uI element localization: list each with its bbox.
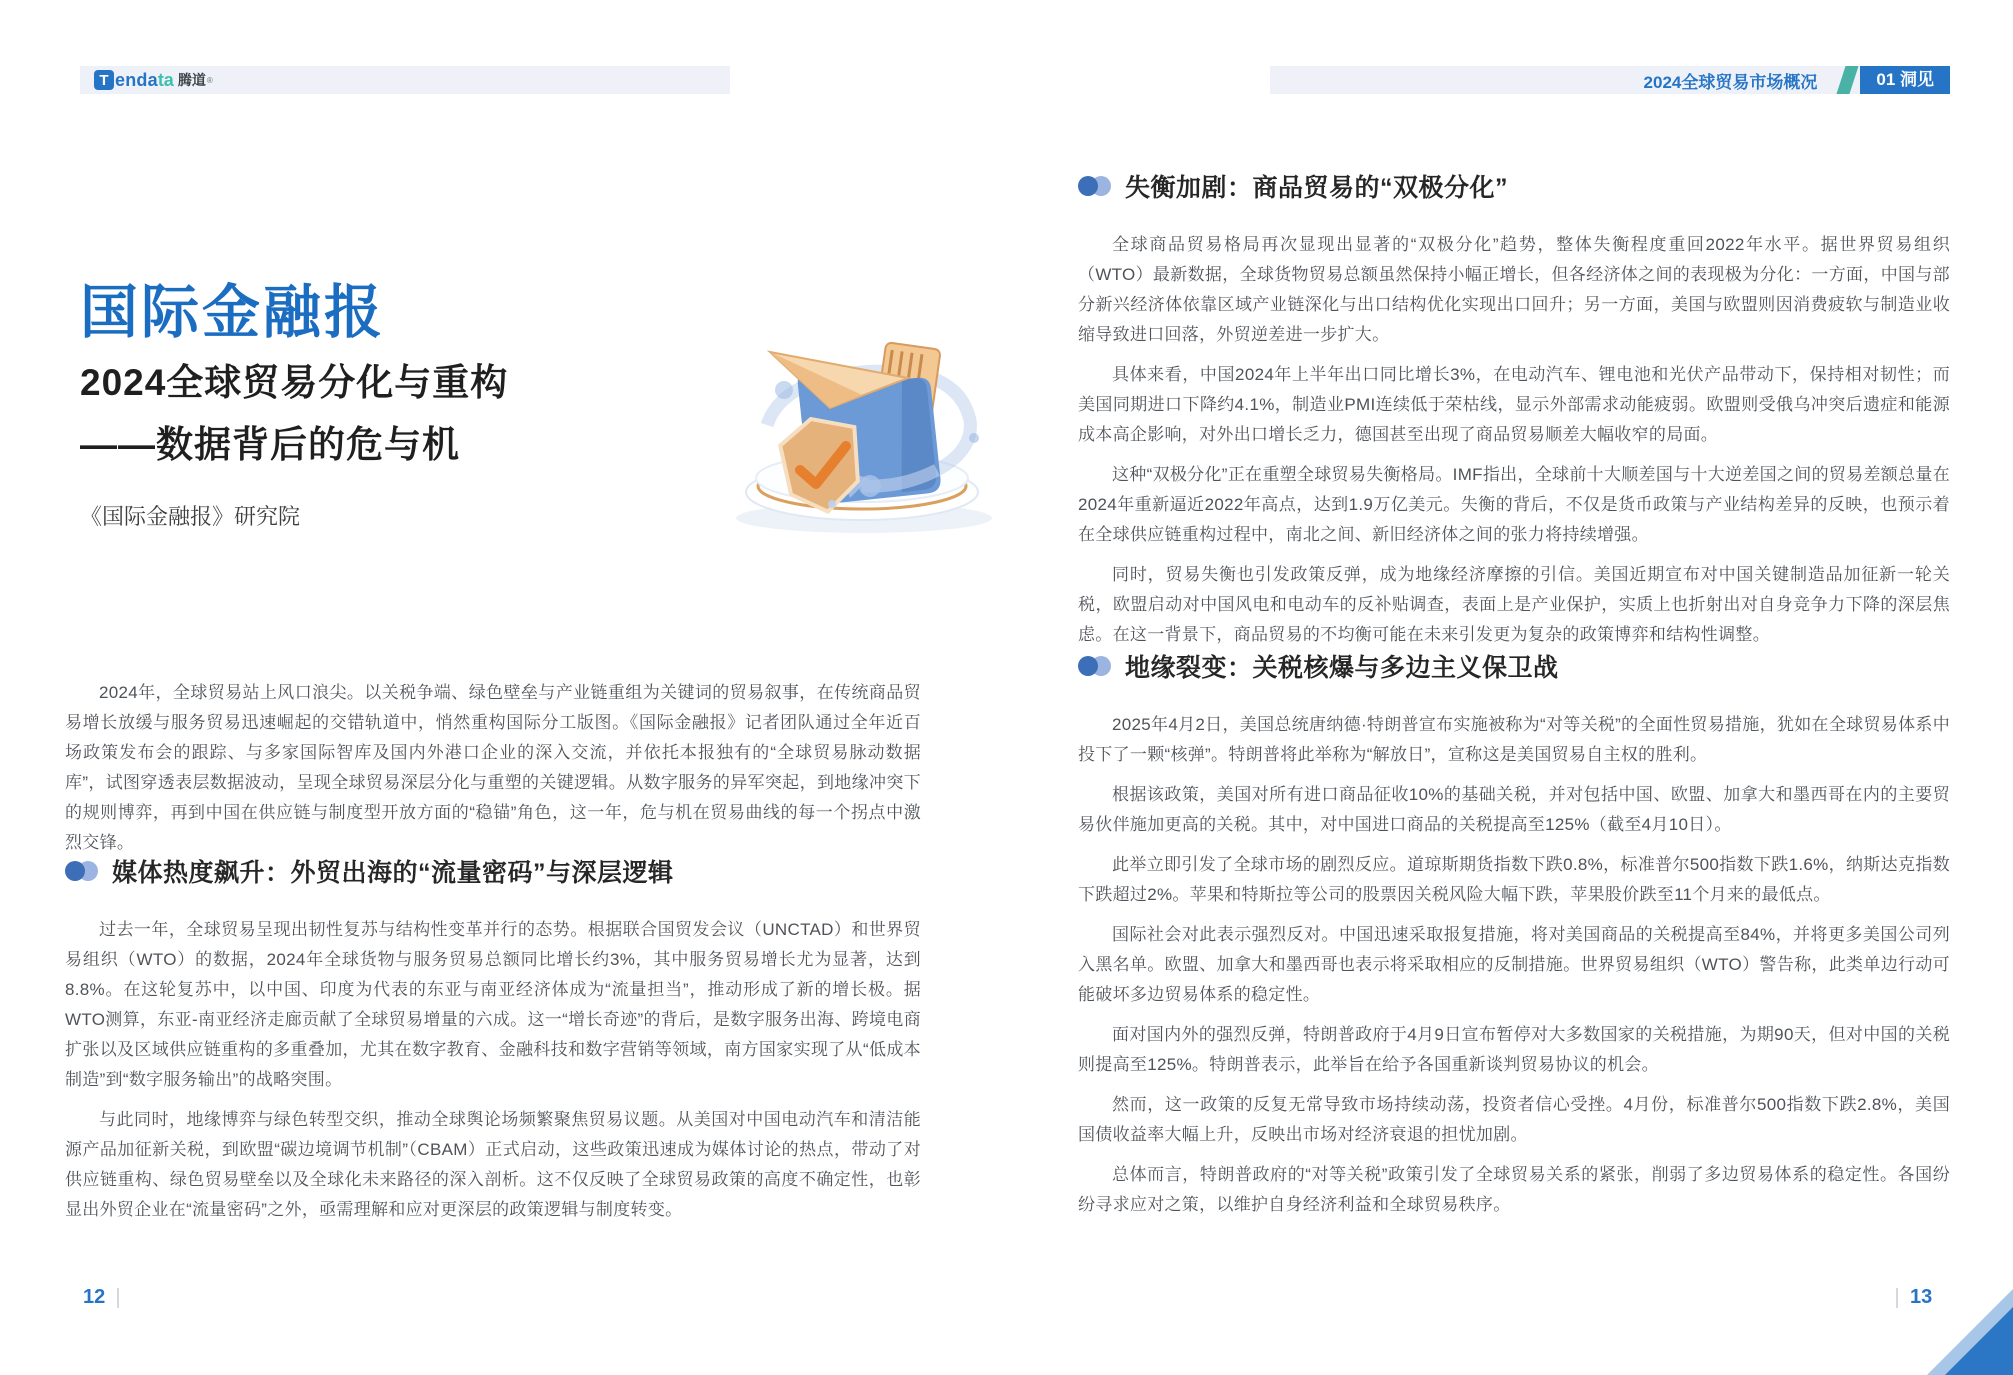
paragraph: 国际社会对此表示强烈反对。中国迅速采取报复措施，将对美国商品的关税提高至84%，并将更多美国公司列入黑名单。欧盟、加拿大和墨西哥也表示将采取相应的反制措施。世界贸易组织（WTO）警告称，此类单边行动可能破坏多边贸易体系的稳定性。 (1078, 925, 1950, 1004)
section-geopolitics (1078, 648, 1950, 1230)
tendata-logo-icon: T (94, 70, 114, 90)
bubble (775, 381, 793, 399)
section-heading-text: 媒体热度飙升：外贸出海的“流量密码”与深层逻辑 (112, 859, 674, 887)
bubble (859, 475, 881, 497)
logo-text-cjk: 腾道 (177, 72, 206, 88)
section-heading (1078, 648, 1950, 684)
footer-divider (117, 1288, 119, 1308)
header-band-left (80, 66, 730, 94)
paragraph: 过去一年，全球贸易呈现出韧性复苏与结构性变革并行的态势。根据联合国贸发会议（UNCTAD）和世界贸易组织（WTO）的数据，2024年全球货物与服务贸易总额同比增长约3%，其中服务贸易增长尤为显著，达到8.8%。在这轮复苏中，以中国、印度为代表的东亚与南亚经济体成为“流量担当”，推动形成了新的增长极。据WTO测算，东亚-南亚经济走廊贡献了全球贸易增量的六成。这一“增长奇迹”的背后，是数字服务出海、跨境电商扩张以及区域供应链重构的多重叠加，尤其在数字教育、金融科技和数字营销等领域，南方国家实现了从“低成本制造”到“数字服务输出”的战略突围。 (65, 920, 921, 1089)
paragraph: 根据该政策，美国对所有进口商品征收10%的基础关税，并对包括中国、欧盟、加拿大和墨西哥在内的主要贸易伙伴施加更高的关税。其中，对中国进口商品的关税提高至125%（截至4月10日）。 (1078, 785, 1950, 834)
paragraph: 全球商品贸易格局再次显现出显著的“双极分化”趋势，整体失衡程度重回2022年水平。据世界贸易组织（WTO）最新数据，全球货物贸易总额虽然保持小幅正增长，但各经济体之间的表现极为分化：一方面，中国与部分新兴经济体依靠区域产业链深化与出口结构优化实现出口回升；另一方面，美国与欧盟则因消费疲软与制造业收缩导致进口回落，外贸逆差进一步扩大。 (1078, 235, 1950, 344)
section-imbalance (1078, 168, 1950, 660)
byline: 《国际金融报》研究院 (80, 504, 301, 529)
paragraph: 与此同时，地缘博弈与绿色转型交织，推动全球舆论场频繁聚焦贸易议题。从美国对中国电动汽车和清洁能源产品加征新关税，到欧盟“碳边境调节机制”（CBAM）正式启动，这些政策迅速成为媒体讨论的热点，带动了对供应链重构、绿色贸易壁垒以及全球化未来路径的深入剖析。这不仅反映了全球贸易政策的高度不确定性，也彰显出外贸企业在“流量密码”之外，亟需理解和应对更深层的政策逻辑与制度转变。 (65, 1110, 921, 1219)
subtitle-line-2: ——数据背后的危与机 (80, 424, 460, 465)
badge-slash-icon (1837, 66, 1859, 94)
logo-text-blue: enda (115, 69, 158, 90)
paragraph: 此举立即引发了全球市场的剧烈反应。道琼斯期货指数下跌0.8%，标准普尔500指数下跌1.6%，纳斯达克指数下跌超过2%。苹果和特斯拉等公司的股票因关税风险大幅下跌，苹果股价跌至11个月来的最低点。 (1078, 855, 1950, 904)
paragraph: 总体而言，特朗普政府的“对等关税”政策引发了全球贸易关系的紧张，削弱了多边贸易体系的稳定性。各国纷纷寻求应对之策，以维护自身经济利益和全球贸易秩序。 (1078, 1165, 1950, 1214)
intro-block (65, 678, 921, 868)
page-number-left (83, 1286, 119, 1309)
section-bullet-icon (1078, 175, 1112, 197)
paragraph: 然而，这一政策的反复无常导致市场持续动荡，投资者信心受挫。4月份，标准普尔500指数下跌2.8%，美国国债收益率大幅上升，反映出市场对经济衰退的担忧加剧。 (1078, 1095, 1950, 1144)
corner-triangle-icon (1945, 1307, 2013, 1375)
folder-documents-illustration (712, 290, 1012, 540)
section-bullet-icon (1078, 655, 1112, 677)
tendata-logo (94, 70, 213, 91)
section-heading-text: 失衡加剧：商品贸易的“双极分化” (1125, 174, 1509, 202)
paragraph: 2024年，全球贸易站上风口浪尖。以关税争端、绿色壁垒与产业链重组为关键词的贸易叙事，在传统商品贸易增长放缓与服务贸易迅速崛起的交错轨道中，悄然重构国际分工版图。《国际金融报》记者团队通过全年近百场政策发布会的跟踪、与多家国际智库及国内外港口企业的深入交流，并依托本报独有的“全球贸易脉动数据库”，试图穿透表层数据波动，呈现全球贸易深层分化与重塑的关键逻辑。从数字服务的异军突起，到地缘冲突下的规则博弈，再到中国在供应链与制度型开放方面的“稳锚”角色，这一年，危与机在贸易曲线的每一个拐点中激烈交锋。 (65, 683, 921, 852)
paragraph: 同时，贸易失衡也引发政策反弹，成为地缘经济摩擦的引信。美国近期宣布对中国关键制造品加征新一轮关税，欧盟启动对中国风电和电动车的反补贴调查，表面上是产业保护，实质上也折射出对自身竞争力下降的深层焦虑。在这一背景下，商品贸易的不均衡可能在未来引发更为复杂的政策博弈和结构性调整。 (1078, 565, 1950, 644)
section-heading-text: 地缘裂变：关税核爆与多边主义保卫战 (1125, 654, 1559, 682)
subtitle-line-1: 2024全球贸易分化与重构 (80, 362, 509, 403)
section-bullet-icon (65, 860, 99, 882)
bubble (969, 433, 979, 443)
chapter-badge: 01 洞见 (1860, 66, 1950, 94)
logo-text-teal: ta (157, 69, 174, 90)
page-subtitle (80, 352, 508, 476)
paragraph: 这种“双极分化”正在重塑全球贸易失衡格局。IMF指出，全球前十大顺差国与十大逆差国之间的贸易差额总量在2024年重新逼近2022年高点，达到1.9万亿美元。失衡的背后，不仅是货币政策与产业结构差异的反映，也预示着在全球供应链重构过程中，南北之间、新旧经济体之间的张力将持续增强。 (1078, 465, 1950, 544)
chapter-title: 2024全球贸易市场概况 (1643, 72, 1818, 92)
section-media-heat (65, 853, 921, 1235)
paragraph: 面对国内外的强烈反弹，特朗普政府于4月9日宣布暂停对大多数国家的关税措施，为期90天，但对中国的关税则提高至125%。特朗普表示，此举旨在给予各国重新谈判贸易协议的机会。 (1078, 1025, 1950, 1074)
bubble (828, 500, 836, 508)
page-number-value: 12 (83, 1286, 106, 1308)
header-band-right (1270, 66, 1950, 94)
paragraph: 2025年4月2日，美国总统唐纳德·特朗普宣布实施被称为“对等关税”的全面性贸易措施，犹如在全球贸易体系中投下了一颗“核弹”。特朗普将此举称为“解放日”，宣称这是美国贸易自主权的胜利。 (1078, 715, 1950, 764)
registered-mark: ® (206, 75, 213, 85)
paragraph: 具体来看，中国2024年上半年出口同比增长3%，在电动汽车、锂电池和光伏产品带动下，保持相对韧性；而美国同期进口下降约4.1%，制造业PMI连续低于荣枯线，显示外部需求动能疲弱。欧盟则受俄乌冲突后遗症和能源成本高企影响，对外出口增长乏力，德国甚至出现了商品贸易顺差大幅收窄的局面。 (1078, 365, 1950, 444)
page-title: 国际金融报 (80, 279, 386, 345)
page-number-value: 13 (1910, 1286, 1933, 1308)
footer-divider (1896, 1288, 1898, 1308)
section-heading (65, 853, 921, 889)
section-heading (1078, 168, 1950, 204)
